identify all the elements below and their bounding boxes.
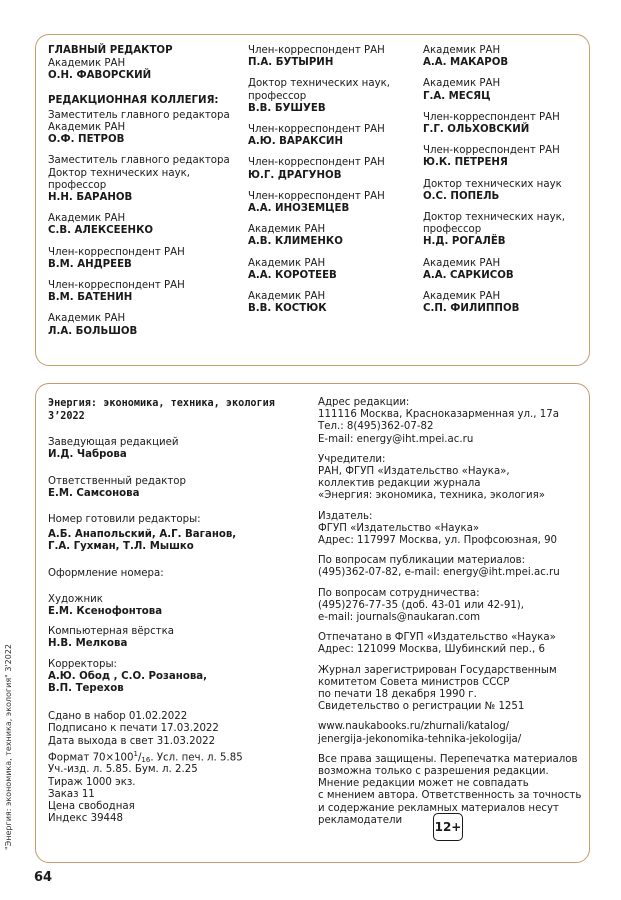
board-member-name: В.М. АНДРЕЕВ: [48, 258, 132, 270]
executive-editor-name: Е.М. Самсонова: [48, 487, 140, 499]
phone-line: Тел.: 8(495)362-07-82: [318, 421, 434, 433]
website-link[interactable]: jenergija-jekonomika-tehnika-jekologija/: [318, 733, 522, 745]
proofreaders-names-1: А.Ю. Обод , С.О. Розанова,: [48, 670, 208, 682]
board-member-title: профессор: [248, 90, 307, 102]
imprint-panel: [35, 383, 590, 863]
board-member-name: Л.А. БОЛЬШОВ: [48, 325, 138, 337]
artist-name: Е.М. Ксенофонтова: [48, 606, 163, 618]
print-info-line: Заказ 11: [48, 788, 95, 800]
registration-line: по печати 18 декабря 1990 г.: [318, 689, 477, 701]
design-label: Оформление номера:: [48, 567, 164, 579]
print-info-line: Цена свободная: [48, 801, 135, 813]
website-link[interactable]: www.naukabooks.ru/zhurnali/katalog/: [318, 721, 510, 733]
rights-line: с мнением автора. Ответственность за точность: [318, 790, 582, 802]
board-member-name: В.М. БАТЕНИН: [48, 292, 133, 304]
board-member-title: профессор: [48, 179, 107, 191]
board-member-name: Н.Д. РОГАЛЁВ: [423, 236, 506, 248]
board-member: [248, 124, 433, 148]
address-label: Адрес редакции:: [318, 397, 410, 408]
registration-line: Журнал зарегистрирован Государственным: [318, 664, 557, 676]
prepared-by-names-1: А.Б. Анапольский, А.Г. Ваганов,: [48, 529, 237, 541]
board-member-name: П.А. БУТЫРИН: [248, 57, 334, 69]
board-member: [48, 313, 253, 337]
board-member: [48, 155, 253, 204]
board-member: [48, 110, 253, 147]
board-member-title: Заместитель главного редактора: [48, 109, 230, 121]
board-member-title: Член-корреспондент РАН: [423, 145, 560, 157]
cooperation-line: (495)276-77-35 (доб. 43-01 или 42-91),: [318, 599, 525, 611]
board-member: [423, 212, 588, 249]
address-line: 111116 Москва, Красноказарменная ул., 17а: [318, 409, 559, 421]
print-info-line: Подписано к печати 17.03.2022: [48, 723, 219, 735]
board-member-name: Г.А. МЕСЯЦ: [423, 90, 491, 102]
board-member: [48, 247, 253, 271]
side-running-title: [4, 643, 14, 850]
registration-line: комитетом Совета министров СССР: [318, 676, 510, 688]
founders-line: коллектив редакции журнала: [318, 478, 481, 490]
journal-issue: 3’2022: [48, 410, 85, 422]
board-member-title: Член-корреспондент РАН: [48, 246, 185, 258]
imprint-right-column: [318, 397, 586, 827]
chief-editor-title: Академик РАН: [48, 58, 126, 70]
board-member-title: Академик РАН: [48, 213, 126, 225]
page-number: 64: [34, 870, 53, 885]
board-member: [423, 45, 588, 69]
founders-line: РАН, ФГУП «Издательство «Наука»,: [318, 466, 510, 478]
print-info: [48, 711, 313, 825]
imprint-left-column: [48, 398, 313, 825]
board-member: [248, 291, 433, 315]
prepared-by-label: Номер готовили редакторы:: [48, 514, 201, 525]
board-member-title: Доктор технических наук,: [48, 167, 190, 179]
board-member-title: Доктор технических наук,: [423, 212, 565, 224]
print-info-line: Индекс 39448: [48, 813, 123, 825]
board-member-name: О.Ф. ПЕТРОВ: [48, 134, 125, 146]
board-member: [423, 145, 588, 169]
board-member-name: В.В. БУШУЕВ: [248, 102, 326, 114]
board-member-name: С.В. АЛЕКСЕЕНКО: [48, 225, 154, 237]
board-member-title: Академик РАН: [248, 257, 326, 269]
registration-line: Свидетельство о регистрации № 1251: [318, 701, 525, 713]
rights-line: Мнение редакции может не совпадать: [318, 778, 529, 790]
board-member-title: Доктор технических наук: [423, 178, 562, 190]
board-member: [423, 78, 588, 102]
board-heading: РЕДАКЦИОННАЯ КОЛЛЕГИЯ:: [48, 94, 219, 106]
board-member-title: Член-корреспондент РАН: [248, 45, 385, 56]
journal-title: Энергия: экономика, техника, экология: [48, 398, 275, 409]
format-sup: 1: [133, 749, 138, 758]
publisher-line: Адрес: 117997 Москва, ул. Профсоюзная, 90: [318, 535, 558, 547]
board-column-2: [248, 45, 433, 324]
board-member: [423, 291, 588, 315]
board-member-name: А.А. САРКИСОВ: [423, 269, 514, 281]
board-member: [48, 280, 253, 304]
publisher-label: Издатель:: [318, 510, 373, 522]
prepared-by-names-2: Г.А. Гухман, Т.Л. Мышко: [48, 541, 194, 553]
print-info-line: Тираж 1000 экз.: [48, 776, 136, 788]
format-sub: 16: [141, 756, 151, 765]
board-member-title: Академик РАН: [423, 257, 501, 269]
side-running-title-text: "Энергия: экономика, техника, экология" 3'2022: [4, 643, 13, 850]
chief-editor-name: О.Н. ФАВОРСКИЙ: [48, 70, 152, 82]
rights-line: возможна только с разрешения редакции.: [318, 766, 549, 778]
board-member-title: Доктор технических наук,: [248, 78, 390, 90]
proofreaders-label: Корректоры:: [48, 658, 117, 670]
board-member: [248, 78, 433, 115]
board-member-title: Академик РАН: [423, 45, 501, 56]
publication-questions-label: По вопросам публикации материалов:: [318, 555, 526, 567]
head-of-office-name: И.Д. Чаброва: [48, 449, 127, 461]
board-member-name: Ю.К. ПЕТРЕНЯ: [423, 157, 508, 169]
board-member-title: Академик РАН: [423, 291, 501, 303]
email-line: E-mail: energy@iht.mpei.ac.ru: [318, 433, 474, 445]
board-member-name: О.С. ПОПЕЛЬ: [423, 190, 500, 202]
board-member: [248, 191, 433, 215]
printed-by-line: Отпечатано в ФГУП «Издательство «Наука»: [318, 632, 556, 644]
founders-line: «Энергия: экономика, техника, экология»: [318, 490, 546, 502]
board-member: [248, 157, 433, 181]
board-member-title: Член-корреспондент РАН: [423, 111, 560, 123]
board-member-title: Член-корреспондент РАН: [48, 280, 185, 292]
board-member-title: Академик РАН: [248, 224, 326, 236]
board-member-name: А.В. КЛИМЕНКО: [248, 236, 343, 248]
board-member: [248, 45, 433, 69]
print-info-line: Сдано в набор 01.02.2022: [48, 711, 188, 723]
board-member-name: С.П. ФИЛИППОВ: [423, 303, 520, 315]
artist-label: Художник: [48, 593, 103, 605]
proofreaders-names-2: В.П. Терехов: [48, 683, 124, 695]
board-member-name: А.А. МАКАРОВ: [423, 57, 509, 69]
board-member: [48, 213, 253, 237]
founders-label: Учредители:: [318, 453, 386, 465]
board-member-name: Н.Н. БАРАНОВ: [48, 192, 133, 204]
layout-label: Компьютерная вёрстка: [48, 626, 175, 638]
board-member: [248, 258, 433, 282]
cooperation-line: e-mail: journals@naukaran.com: [318, 612, 480, 624]
board-member-title: профессор: [423, 224, 482, 236]
board-member-title: Академик РАН: [248, 291, 326, 303]
layout-name: Н.В. Мелкова: [48, 638, 128, 650]
board-member: [248, 224, 433, 248]
board-member-name: А.А. ИНОЗЕМЦЕВ: [248, 203, 350, 215]
head-of-office-label: Заведующая редакцией: [48, 437, 179, 449]
executive-editor-label: Ответственный редактор: [48, 475, 186, 487]
cooperation-label: По вопросам сотрудничества:: [318, 587, 480, 599]
board-member: [423, 258, 588, 282]
board-member-title: Член-корреспондент РАН: [248, 124, 385, 136]
board-member-title: Член-корреспондент РАН: [248, 190, 385, 202]
board-member-title: Член-корреспондент РАН: [248, 157, 385, 169]
publication-questions-line: (495)362-07-82, e-mail: energy@iht.mpei.ac.ru: [318, 567, 560, 579]
format-slash: /: [137, 752, 142, 764]
format-prefix: Формат 70×100: [48, 752, 134, 764]
board-column-3: [423, 45, 588, 324]
board-member-title: Академик РАН: [423, 78, 501, 90]
rights-line: рекламодатели: [318, 814, 403, 826]
board-member-name: Ю.Г. ДРАГУНОВ: [248, 169, 342, 181]
print-info-line: Дата выхода в свет 31.03.2022: [48, 735, 216, 747]
printed-by-line: Адрес: 121099 Москва, Шубинский пер., 6: [318, 644, 545, 656]
board-member-name: Г.Г. ОЛЬХОВСКИЙ: [423, 124, 530, 136]
chief-editor-heading: ГЛАВНЫЙ РЕДАКТОР: [48, 45, 173, 56]
rights-line: Все права защищены. Перепечатка материалов: [318, 753, 578, 765]
rights-line: и содержание рекламных материалов несут: [318, 802, 559, 814]
format-line: [48, 748, 313, 765]
editorial-board-panel: [35, 34, 590, 366]
board-member-title: Академик РАН: [48, 313, 126, 325]
board-member: [423, 179, 588, 203]
board-column-1: [48, 45, 253, 347]
board-member-name: А.А. КОРОТЕЕВ: [248, 269, 337, 281]
format-suffix: . Усл. печ. л. 5.85: [150, 752, 243, 764]
board-member-title: Заместитель главного редактора: [48, 155, 230, 167]
board-member: [423, 112, 588, 136]
publisher-line: ФГУП «Издательство «Наука»: [318, 522, 480, 534]
age-rating-badge: 12+: [433, 813, 463, 841]
board-member-title: Академик РАН: [48, 122, 126, 134]
board-member-name: В.В. КОСТЮК: [248, 303, 327, 315]
board-member-name: А.Ю. ВАРАКСИН: [248, 136, 343, 148]
print-info-line: Уч.-изд. л. 5.85. Бум. л. 2.25: [48, 764, 198, 776]
